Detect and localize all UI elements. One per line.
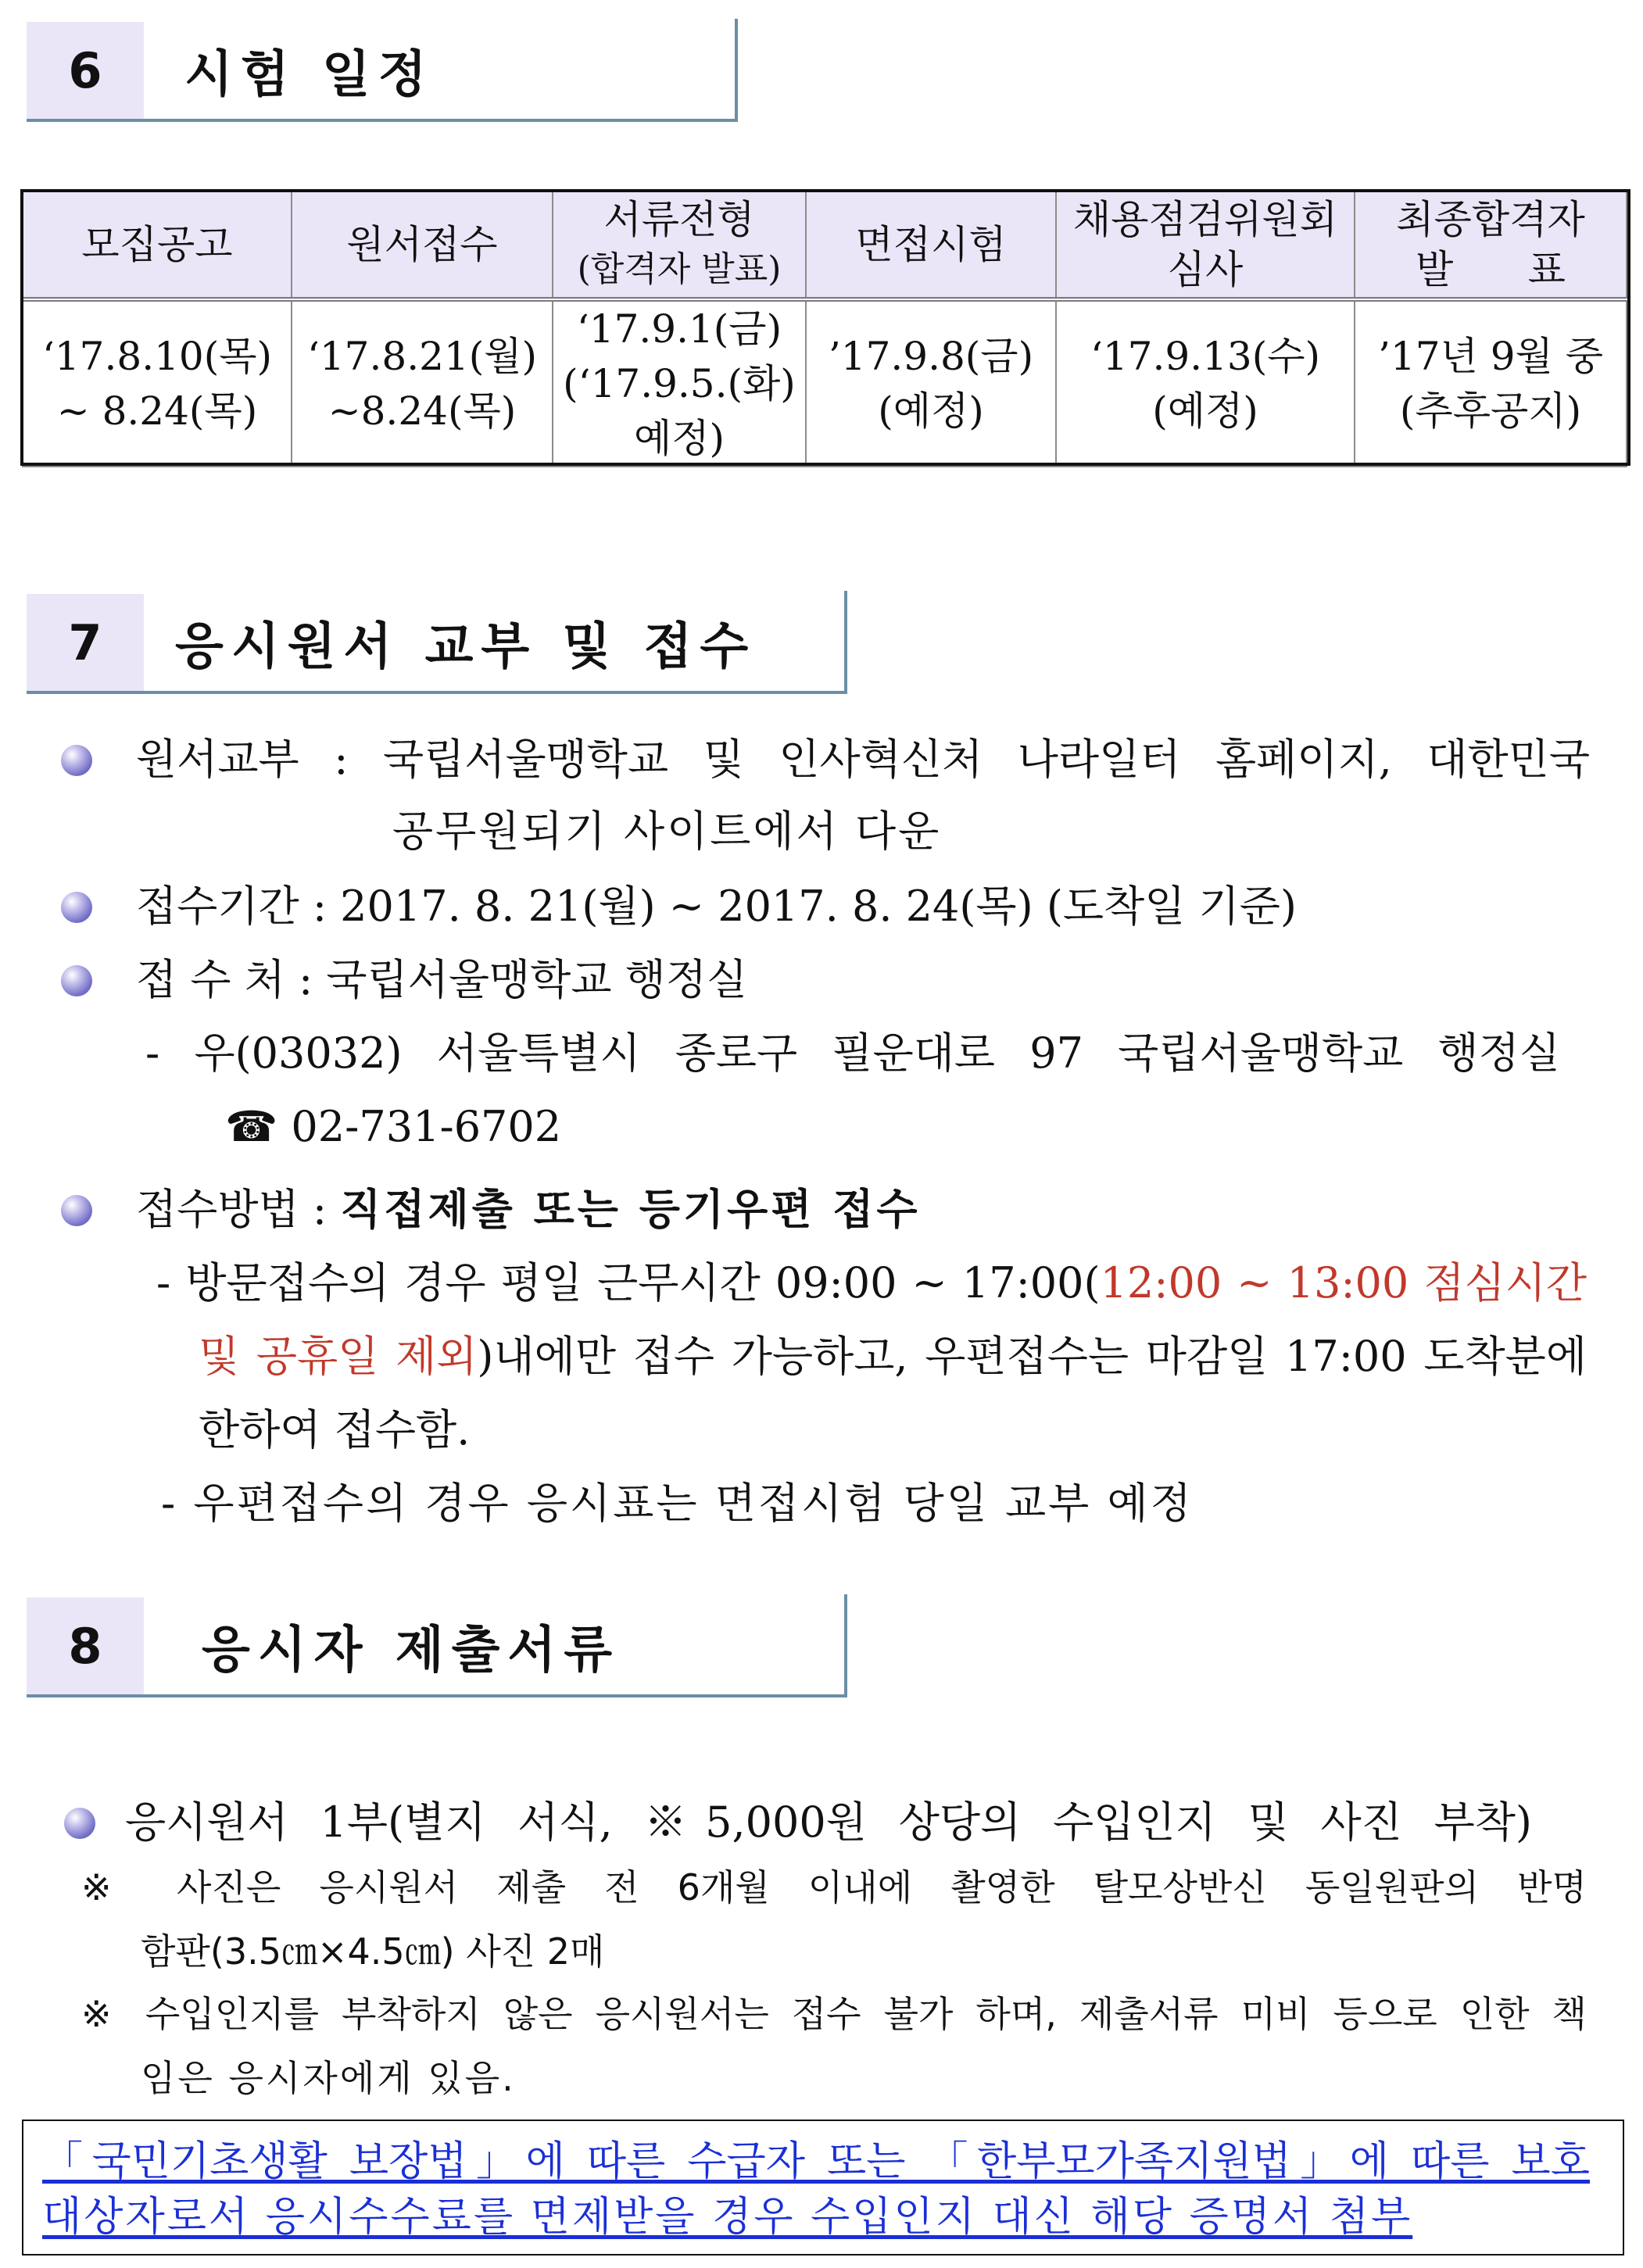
bullet-icon xyxy=(61,745,92,776)
photo-note-line-1: ※ 사진은 응시원서 제출 전 6개월 이내에 촬영한 탈모상반신 동일원판의 반명 xyxy=(81,1866,1587,1908)
schedule-header-cell: 채용점검위원회 심사 xyxy=(1056,191,1355,299)
documents-item-1: 응시원서 1부(별지 서식, ※5,000원 상당의 수입인지 및 사진 부착) xyxy=(125,1798,1532,1847)
schedule-value-cell: ‘17.8.21(월) ~8.24(목) xyxy=(292,299,553,467)
schedule-value-cell: ‘17.8.10(목) ~ 8.24(목) xyxy=(23,299,292,467)
photo-note-line-2: 함판(3.5㎝×4.5㎝) 사진 2매 xyxy=(141,1930,605,1973)
schedule-header-cell: 면접시험 xyxy=(806,191,1056,299)
application-period: 접수기간 : 2017. 8. 21(월) ~ 2017. 8. 24(목) (도착일 기준) xyxy=(136,882,1297,931)
bullet-icon xyxy=(64,1808,95,1839)
fee-exemption-line-2: 대상자로서 응시수수료를 면제받을 경우 수입인지 대신 해당 증명서 첨부 xyxy=(42,2194,1413,2241)
schedule-value-cell: ‘17.9.1(금) (‘17.9.5.(화) 예정) xyxy=(553,299,806,467)
lunch-hours-text: 12:00 ~ 13:00 점심시간 xyxy=(1100,1258,1587,1307)
application-place: 접 수 처 : 국립서울맹학교 행정실 xyxy=(136,955,748,1004)
stamp-note-line-2: 임은 응시자에게 있음. xyxy=(141,2057,516,2099)
schedule-header-cell: 최종합격자 발 표 xyxy=(1355,191,1627,299)
section-title: 시험 일정 xyxy=(184,46,435,104)
section-number: 6 xyxy=(27,22,144,119)
distribution-line-2: 공무원되기 사이트에서 다운 xyxy=(392,807,942,856)
section-7-header xyxy=(27,594,844,691)
visit-note-line-3: 한하여 접수함. xyxy=(199,1405,471,1454)
bullet-icon xyxy=(61,965,92,996)
schedule-value-cell: ‘17.9.13(수) (예정) xyxy=(1056,299,1355,467)
mail-note: - 우편접수의 경우 응시표는 면접시험 당일 교부 예정 xyxy=(161,1479,1194,1528)
fee-exemption-line-1: 「국민기초생활 보장법」에 따른 수급자 또는 「한부모가족지원법」에 따른 보호 xyxy=(42,2138,1590,2185)
schedule-header-cell: 원서접수 xyxy=(292,191,553,299)
schedule-header-cell: 서류전형 (합격자 발표) xyxy=(553,191,806,299)
stamp-note-line-1: ※ 수입인지를 부착하지 않은 응시원서는 접수 불가 하며, 제출서류 미비 등으로 인한 책 xyxy=(81,1993,1587,2035)
section-number: 8 xyxy=(27,1597,144,1694)
application-method-label: 접수방법 : xyxy=(136,1185,341,1234)
schedule-table xyxy=(22,191,1627,467)
visit-note-line-1: - 방문접수의 경우 평일 근무시간 09:00 ~ 17:00(12:00 ~ 13:00 점심시간 xyxy=(156,1258,1587,1307)
office-address: - 우(03032) 서울특별시 종로구 필운대로 97 국립서울맹학교 행정실 xyxy=(145,1028,1560,1078)
section-title: 응시원서 교부 및 접수 xyxy=(175,618,757,676)
distribution-line-1: 원서교부 : 국립서울맹학교 및 인사혁신처 나라일터 홈페이지, 대한민국 xyxy=(136,735,1590,784)
application-method-value: 직접제출 또는 등기우편 접수 xyxy=(340,1185,921,1234)
section-8-header xyxy=(27,1597,844,1694)
section-number: 7 xyxy=(27,594,144,691)
schedule-value-cell: ’17년 9월 중 (추후공지) xyxy=(1355,299,1627,467)
visit-note-line-2: 및 공휴일 제외)내에만 접수 가능하고, 우편접수는 마감일 17:00 도착분에 xyxy=(199,1332,1587,1381)
office-phone: ☎ 02-731-6702 xyxy=(225,1102,562,1151)
schedule-value-cell: ’17.9.8(금) (예정) xyxy=(806,299,1056,467)
schedule-header-row xyxy=(23,191,1627,299)
section-6-header xyxy=(27,22,735,119)
bullet-icon xyxy=(61,892,92,923)
schedule-value-row xyxy=(23,299,1627,467)
application-method xyxy=(136,1182,921,1237)
holiday-exclusion-text: 및 공휴일 제외 xyxy=(199,1332,478,1381)
schedule-header-cell: 모집공고 xyxy=(23,191,292,299)
section-title: 응시자 제출서류 xyxy=(202,1622,621,1680)
bullet-icon xyxy=(61,1195,92,1226)
